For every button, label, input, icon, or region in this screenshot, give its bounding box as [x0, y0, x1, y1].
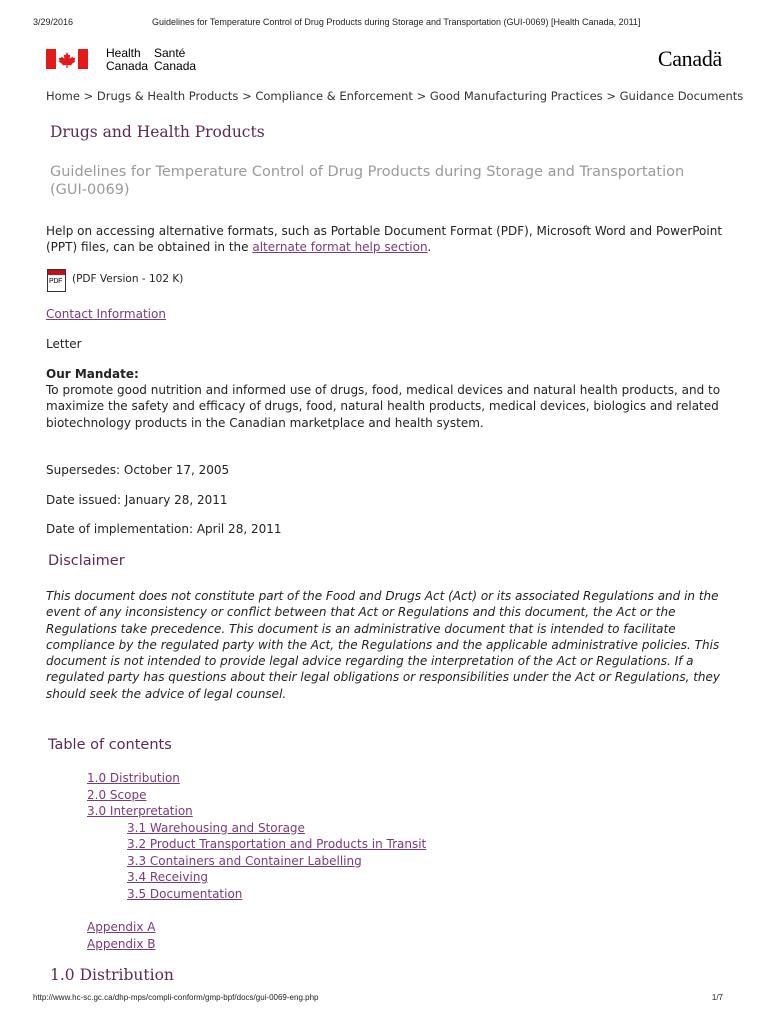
toc-link-warehousing[interactable]: 3.1 Warehousing and Storage: [127, 820, 305, 835]
mandate-text: To promote good nutrition and informed use of drugs, food, medical devices and natural health products, and to maximize the safety and efficacy of drugs, food, natural health products, medical devices, biologics and related biotechnology products in the Canadian marketplace and health system.: [46, 383, 721, 430]
alt-formats-text: Help on accessing alternative formats, such as Portable Document Format (PDF), Microsoft Word and PowerPoint (PPT) files, can be obtained in the: [46, 224, 723, 255]
toc-link-receiving[interactable]: 3.4 Receiving: [127, 870, 209, 884]
toc-link-documentation[interactable]: 3.5 Documentation: [127, 886, 243, 901]
toc-heading: Table of contents: [48, 737, 172, 753]
page-title: Guidelines for Temperature Control of Drug Products during Storage and Transportation (GUI-0069): [50, 164, 685, 198]
toc-link-appendix-b[interactable]: Appendix B: [87, 936, 156, 951]
breadcrumb[interactable]: Home > Drugs & Health Products > Compliance & Enforcement > Good Manufacturing Practices > Guidance Documents: [46, 89, 744, 103]
dept-en-line1: Health: [106, 46, 141, 60]
implementation-date: Date of implementation: April 28, 2011: [46, 522, 282, 536]
alt-formats-tail: .: [427, 240, 432, 255]
print-url: http://www.hc-sc.gc.ca/dhp-mps/compli-conform/gmp-bpf/docs/gui-0069-eng.php: [33, 993, 319, 1002]
site-heading: Drugs and Health Products: [50, 123, 265, 141]
canada-flag-icon[interactable]: [46, 49, 88, 69]
disclaimer-heading: Disclaimer: [48, 553, 125, 569]
pdf-icon[interactable]: [47, 269, 66, 292]
disclaimer-text: This document does not constitute part of the Food and Drugs Act (Act) or its associated Regulations and in the event of any inconsistency or conflict between that Act or Regulations and this document, the Act or the Regulations take precedence. This document is an administrative document that is intended to facilitate compliance by the regulated party with the Act, the Regulations and the applicable administrative policies. This document is not intended to provide legal advice regarding the interpretation of the Act or Regulations. If a regulated party has questions about their legal obligations or responsibilities under the Act or Regulations, they should seek the advice of legal counsel.: [46, 589, 720, 701]
canada-wordmark: Canadä: [657, 46, 722, 71]
issued-date: Date issued: January 28, 2011: [46, 493, 228, 507]
print-page-number: 1/7: [711, 993, 723, 1002]
toc-link-transportation[interactable]: 3.2 Product Transportation and Products in Transit: [127, 837, 427, 851]
dept-fr-line1: Santé: [154, 46, 186, 60]
section-distribution-heading: 1.0 Distribution: [50, 966, 174, 984]
print-date: 3/29/2016: [33, 17, 74, 27]
toc-link-interpretation[interactable]: 3.0 Interpretation: [87, 804, 193, 818]
pdf-icon-band: [48, 270, 65, 275]
supersedes-date: Supersedes: October 17, 2005: [46, 463, 230, 477]
contact-paragraph: [46, 306, 726, 322]
toc-link-distribution[interactable]: 1.0 Distribution: [87, 771, 180, 785]
alt-formats-paragraph: [46, 223, 726, 256]
letter-text: Letter: [46, 337, 82, 351]
contact-information-link[interactable]: Contact Information: [46, 307, 166, 321]
site-banner: [46, 46, 722, 74]
dept-fr-line2: Canada: [154, 59, 197, 73]
toc-link-containers[interactable]: 3.3 Containers and Container Labelling: [127, 853, 362, 868]
alt-format-help-link[interactable]: alternate format help section: [252, 240, 428, 255]
dept-en-line2: Canada: [106, 59, 149, 73]
print-title: Guidelines for Temperature Control of Drug Products during Storage and Transportation (GUI-0069) [Health Canada, 2011]: [152, 17, 641, 27]
toc-link-appendix-a[interactable]: Appendix A: [87, 920, 156, 934]
toc-link-scope[interactable]: 2.0 Scope: [87, 787, 147, 802]
mandate-heading: Our Mandate:: [46, 367, 139, 381]
pdf-icon-label: PDF: [49, 278, 63, 285]
pdf-version-note: (PDF Version - 102 K): [72, 273, 184, 285]
